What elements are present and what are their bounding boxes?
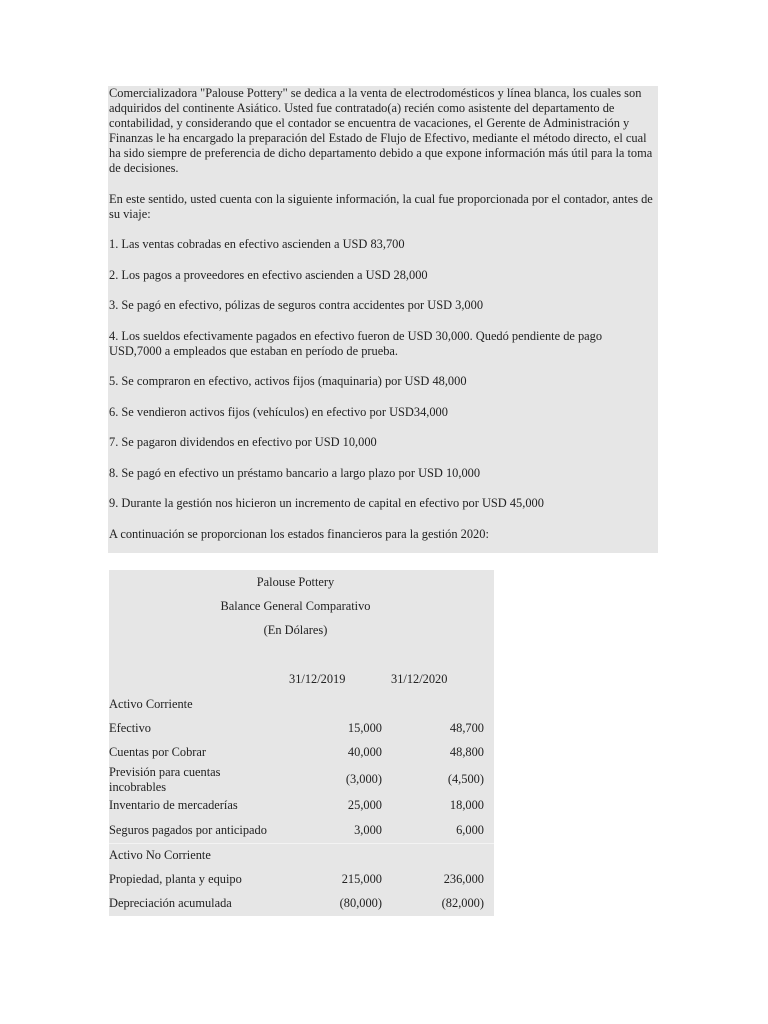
- value-2020: (4,500): [447, 772, 484, 786]
- list-item: 7. Se pagaron dividendos en efectivo por USD 10,000: [109, 435, 377, 449]
- value-2020: 236,000: [443, 872, 484, 886]
- list-item: 3. Se pagó en efectivo, pólizas de seguros contra accidentes por USD 3,000: [109, 298, 484, 312]
- column-header-2019: 31/12/2019: [289, 672, 346, 686]
- row-label: Inventario de mercaderías: [109, 798, 238, 812]
- company-name: Palouse Pottery: [256, 575, 335, 589]
- value-2019: 25,000: [347, 798, 382, 812]
- value-2019: 15,000: [347, 721, 382, 735]
- statement-title: Balance General Comparativo: [220, 599, 371, 613]
- list-item: 4. Los sueldos efectivamente pagados en efectivo fueron de USD 30,000. Quedó pendiente de pago USD,7000 a empleados que estaban en período de prueba.: [109, 328, 603, 358]
- value-2020: 48,800: [449, 745, 484, 759]
- value-2019: 215,000: [341, 872, 382, 886]
- value-2020: 48,700: [449, 721, 484, 735]
- list-item: 9. Durante la gestión nos hicieron un incremento de capital en efectivo por USD 45,000: [109, 496, 544, 510]
- value-2020: 18,000: [449, 798, 484, 812]
- value-2019: (80,000): [339, 896, 382, 910]
- list-item: 2. Los pagos a proveedores en efectivo ascienden a USD 28,000: [109, 267, 428, 282]
- list-item: 5. Se compraron en efectivo, activos fijos (maquinaria) por USD 48,000: [109, 374, 467, 388]
- case-description: [108, 86, 658, 553]
- value-2019: 3,000: [354, 823, 382, 837]
- row-label: Seguros pagados por anticipado: [109, 823, 267, 837]
- value-2020: (82,000): [441, 896, 484, 910]
- column-header-2020: 31/12/2020: [391, 672, 448, 686]
- row-label: Cuentas por Cobrar: [109, 745, 207, 759]
- intro-paragraph: Comercializadora "Palouse Pottery" se dedica a la venta de electrodomésticos y línea blanca, los cuales son adquiridos del continente Asiático. Usted fue contratado(a) recién como asistente del departamento de contabilidad, y considerando que el contador se encuentra de vacaciones, el Gerente de Administración y Finanzas le ha encargado la preparación del Estado de Flujo de Efectivo, mediante el método directo, el cual ha sido siempre de preferencia de dicho departamento debido a que expone información más útil para la toma de decisiones.: [109, 86, 653, 175]
- row-label: Previsión para cuentas incobrables: [109, 765, 221, 794]
- value-2020: 6,000: [456, 823, 484, 837]
- row-label: Propiedad, planta y equipo: [109, 872, 242, 886]
- section-label: Activo Corriente: [109, 697, 193, 711]
- section-label: Activo No Corriente: [109, 848, 211, 862]
- row-label: Depreciación acumulada: [109, 896, 232, 910]
- row-divider: [109, 843, 494, 844]
- list-item: 8. Se pagó en efectivo un préstamo bancario a largo plazo por USD 10,000: [109, 465, 481, 480]
- context-paragraph: En este sentido, usted cuenta con la siguiente información, la cual fue proporcionada por el contador, antes de su viaje:: [109, 191, 653, 221]
- currency-unit: (En Dólares): [263, 623, 328, 637]
- value-2019: (3,000): [345, 772, 382, 786]
- list-item: 6. Se vendieron activos fijos (vehículos) en efectivo por USD34,000: [109, 404, 448, 419]
- closing-paragraph: A continuación se proporcionan los estados financieros para la gestión 2020:: [109, 526, 489, 541]
- list-item: 1. Las ventas cobradas en efectivo ascienden a USD 83,700: [109, 237, 405, 251]
- balance-sheet-table: [109, 570, 494, 916]
- value-2019: 40,000: [347, 745, 382, 759]
- row-label: Efectivo: [109, 721, 151, 735]
